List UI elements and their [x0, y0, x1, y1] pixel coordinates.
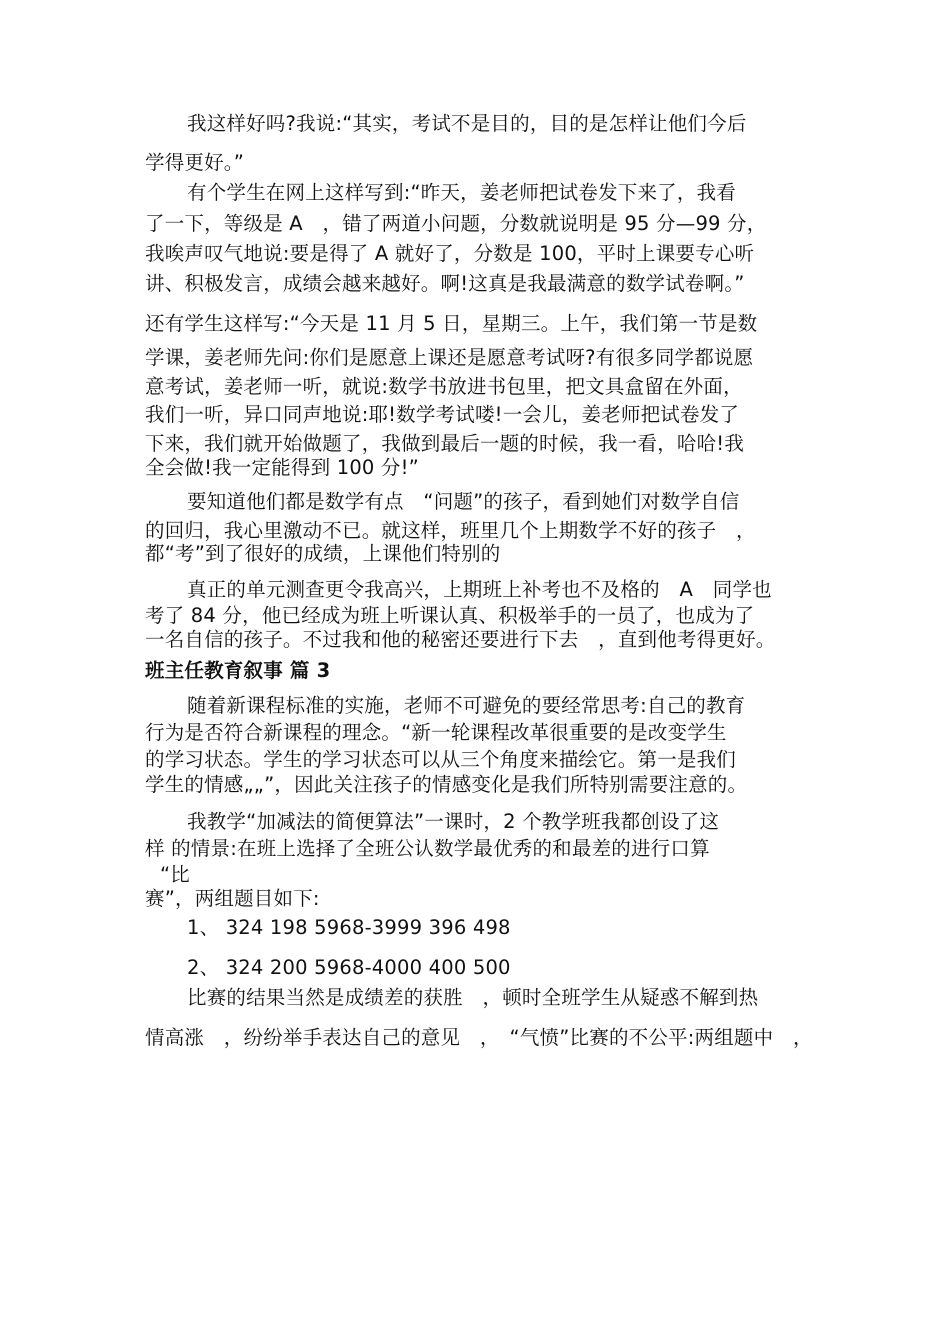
paragraph-line: 还有学生这样写:“今天是 11 月 5 日，星期三。上午，我们第一节是数: [145, 312, 758, 335]
paragraph-line: 学课，姜老师先问:你们是愿意上课还是愿意考试呀?有很多同学都说愿: [145, 346, 754, 369]
paragraph-line: 全会做!我一定能得到 100 分!”: [145, 456, 419, 479]
paragraph-line: “比: [160, 863, 191, 886]
paragraph-line: 情高涨 ，纷纷举手表达自己的意见 ， “气愤”比赛的不公平:两组题中 ，: [145, 1026, 813, 1049]
paragraph-line: 真正的单元测查更令我高兴，上期班上补考也不及格的 A 同学也: [187, 578, 772, 601]
paragraph-line: 随着新课程标准的实施，老师不可避免的要经常思考:自己的教育: [187, 694, 746, 717]
paragraph-line: 了一下，等级是 A ，错了两道小问题，分数就说明是 95 分—99 分，: [145, 212, 767, 235]
paragraph-line: 要知道他们都是数学有点 “问题”的孩子，看到她们对数学自信: [187, 490, 740, 513]
paragraph-line: 都“考”到了很好的成绩，上课他们特别的: [145, 542, 501, 565]
paragraph-line: 下来，我们就开始做题了，我做到最后一题的时候，我一看，哈哈!我: [145, 432, 745, 455]
paragraph-line: 样 的情景:在班上选择了全班公认数学最优秀的和最差的进行口算: [145, 837, 710, 860]
paragraph-line: 的回归，我心里激动不已。就这样，班里几个上期数学不好的孩子 ，: [145, 519, 756, 542]
paragraph-line: 我这样好吗?我说:“其实，考试不是目的，目的是怎样让他们今后: [187, 112, 747, 135]
paragraph-line: 赛”，两组题目如下:: [145, 887, 320, 910]
paragraph-line: 考了 84 分，他已经成为班上听课认真、积极举手的一员了，也成为了: [145, 604, 755, 627]
paragraph-line: 讲、积极发言，成绩会越来越好。啊!这真是我最满意的数学试卷啊。”: [145, 272, 745, 295]
paragraph-line: 一名自信的孩子。不过我和他的秘密还要进行下去 ，直到他考得更好。: [145, 628, 776, 651]
list-item: 1、 324 198 5968-3999 396 498: [187, 916, 511, 939]
paragraph-line: 有个学生在网上这样写到:“昨天，姜老师把试卷发下来了，我看: [187, 181, 736, 204]
section-heading: 班主任教育叙事 篇 3: [145, 659, 331, 682]
paragraph-line: 学生的情感„„”，因此关注孩子的情感变化是我们所特别需要注意的。: [145, 773, 748, 796]
paragraph-line: 意考试，姜老师一听，就说:数学书放进书包里，把文具盒留在外面，: [145, 375, 743, 398]
list-item: 2、 324 200 5968-4000 400 500: [187, 956, 511, 979]
paragraph-line: 的学习状态。学生的学习状态可以从三个角度来描绘它。第一是我们: [145, 748, 737, 771]
paragraph-line: 我教学“加减法的简便算法”一课时，2 个教学班我都创设了这: [187, 810, 720, 833]
paragraph-line: 学得更好。”: [145, 151, 245, 174]
paragraph-line: 我们一听，异口同声地说:耶!数学考试喽!一会儿，姜老师把试卷发了: [145, 403, 740, 426]
paragraph-line: 比赛的结果当然是成绩差的获胜 ，顿时全班学生从疑惑不解到热: [187, 986, 759, 1009]
paragraph-line: 行为是否符合新课程的理念。“新一轮课程改革很重要的是改变学生: [145, 721, 727, 744]
paragraph-line: 我唉声叹气地说:要是得了 A 就好了，分数是 100，平时上课要专心听: [145, 242, 755, 265]
